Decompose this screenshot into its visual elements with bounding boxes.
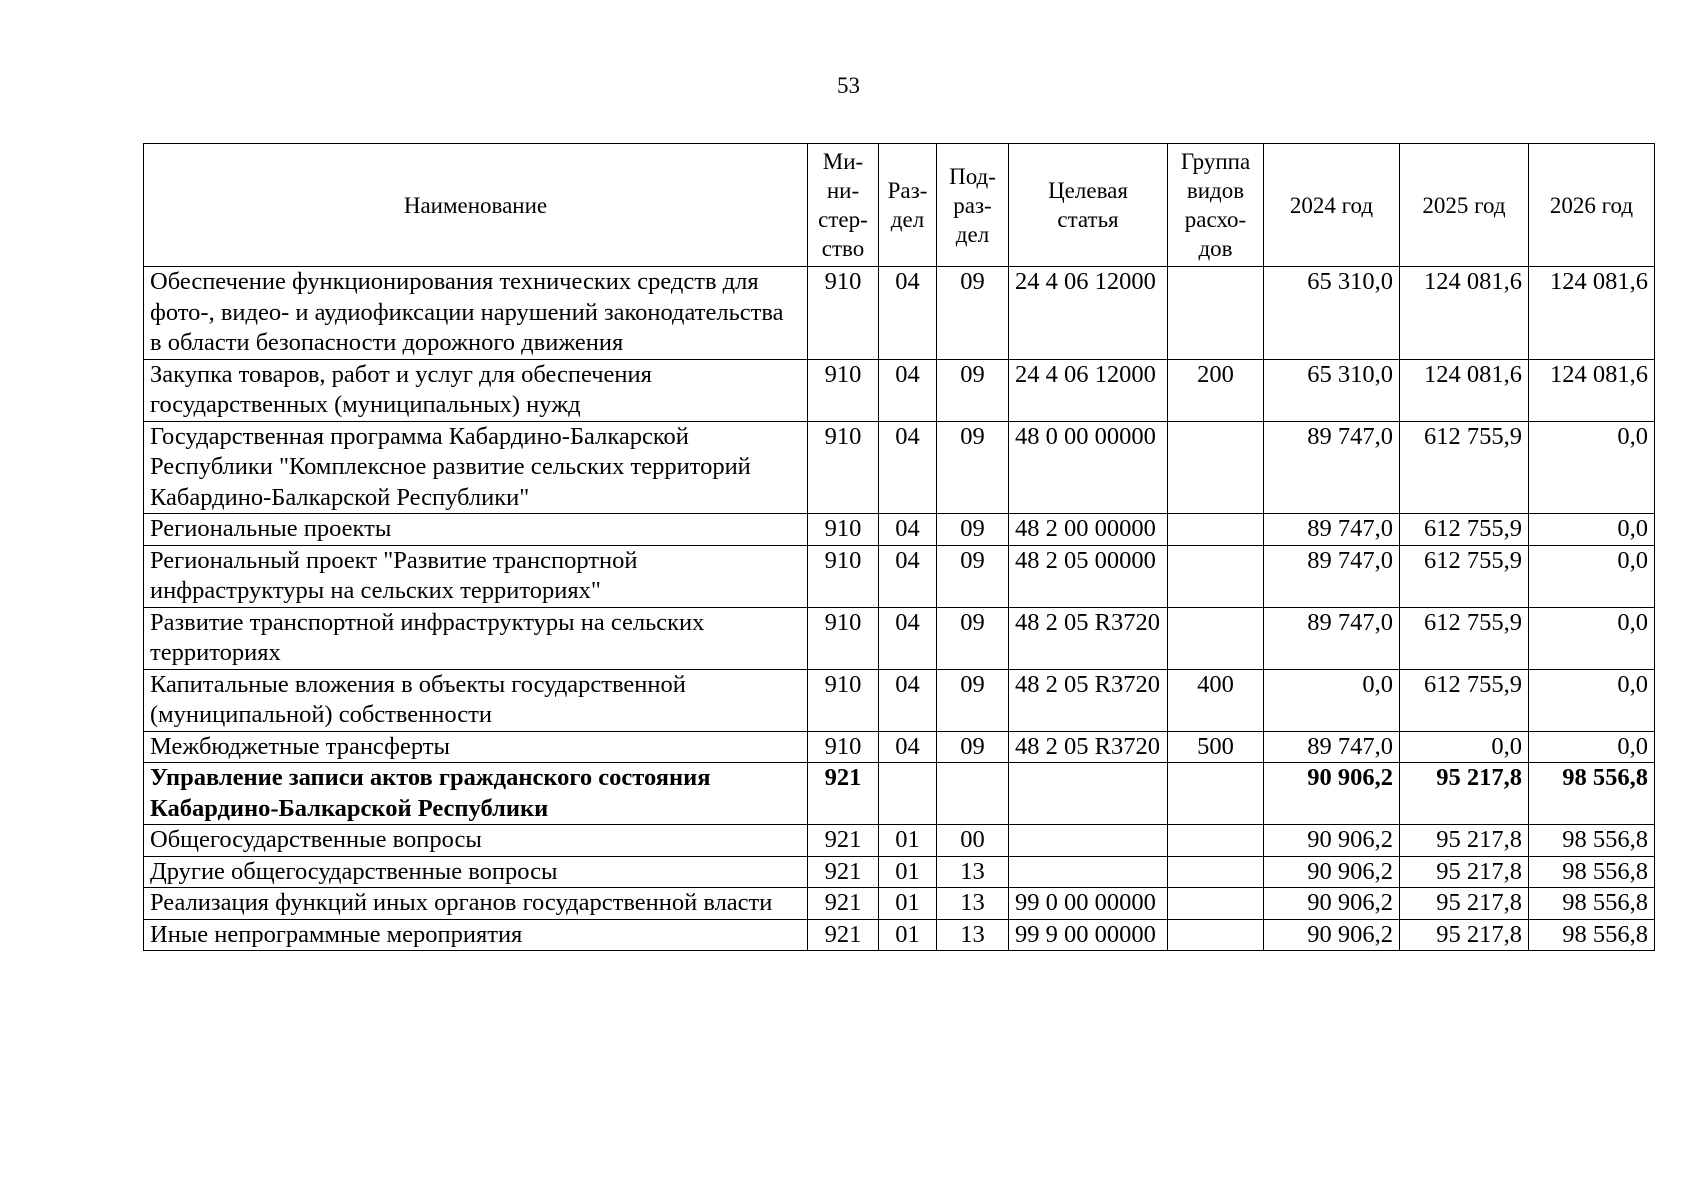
- cell-subsection: 13: [937, 888, 1009, 920]
- cell-section: 04: [879, 545, 937, 607]
- table-row: [144, 888, 1655, 920]
- cell-2024: 65 310,0: [1264, 359, 1400, 421]
- cell-group: [1168, 763, 1264, 825]
- cell-2025: 124 081,6: [1400, 267, 1529, 360]
- cell-2025: 612 755,9: [1400, 607, 1529, 669]
- cell-subsection: 09: [937, 607, 1009, 669]
- cell-2024: 90 906,2: [1264, 856, 1400, 888]
- cell-group: [1168, 607, 1264, 669]
- cell-2026: 0,0: [1529, 421, 1655, 514]
- cell-ministry: 910: [808, 267, 879, 360]
- cell-2024: 89 747,0: [1264, 421, 1400, 514]
- table-row: [144, 669, 1655, 731]
- cell-name: Государственная программа Кабардино-Балкарской Республики "Комплексное развитие сельских территорий Кабардино-Балкарской Республики": [144, 421, 808, 514]
- cell-2026: 98 556,8: [1529, 919, 1655, 951]
- cell-2025: 612 755,9: [1400, 545, 1529, 607]
- table-row: [144, 856, 1655, 888]
- cell-group: [1168, 919, 1264, 951]
- cell-name: Иные непрограммные мероприятия: [144, 919, 808, 951]
- cell-2024: 89 747,0: [1264, 545, 1400, 607]
- cell-name: Другие общегосударственные вопросы: [144, 856, 808, 888]
- cell-section: 01: [879, 825, 937, 857]
- cell-subsection: 09: [937, 267, 1009, 360]
- header-group: [1168, 144, 1264, 267]
- cell-2025: 95 217,8: [1400, 888, 1529, 920]
- header-2026: 2026 год: [1529, 144, 1655, 267]
- cell-article: 48 2 05 R3720: [1009, 607, 1168, 669]
- cell-ministry: 910: [808, 607, 879, 669]
- cell-group: [1168, 545, 1264, 607]
- cell-2025: 612 755,9: [1400, 669, 1529, 731]
- cell-name: Межбюджетные трансферты: [144, 731, 808, 763]
- cell-subsection: [937, 763, 1009, 825]
- cell-2026: 0,0: [1529, 731, 1655, 763]
- cell-group: 500: [1168, 731, 1264, 763]
- cell-subsection: 09: [937, 514, 1009, 546]
- cell-name: Капитальные вложения в объекты государственной (муниципальной) собственности: [144, 669, 808, 731]
- header-2024: 2024 год: [1264, 144, 1400, 267]
- cell-group: [1168, 514, 1264, 546]
- cell-subsection: 00: [937, 825, 1009, 857]
- cell-section: 04: [879, 731, 937, 763]
- cell-section: 04: [879, 267, 937, 360]
- table-row: [144, 763, 1655, 825]
- cell-2025: 124 081,6: [1400, 359, 1529, 421]
- header-subsection-text: Под- раз- дел: [949, 163, 996, 247]
- table-body: [144, 267, 1655, 951]
- header-article: [1009, 144, 1168, 267]
- table-row: [144, 545, 1655, 607]
- cell-subsection: 09: [937, 545, 1009, 607]
- cell-subsection: 09: [937, 421, 1009, 514]
- cell-name: Общегосударственные вопросы: [144, 825, 808, 857]
- cell-2024: 90 906,2: [1264, 825, 1400, 857]
- header-2025: 2025 год: [1400, 144, 1529, 267]
- header-ministry-text: Ми- ни- стер- ство: [818, 149, 868, 261]
- table-row: [144, 731, 1655, 763]
- cell-group: [1168, 825, 1264, 857]
- cell-article: 48 2 00 00000: [1009, 514, 1168, 546]
- cell-article: [1009, 856, 1168, 888]
- cell-group: [1168, 267, 1264, 360]
- cell-subsection: 09: [937, 731, 1009, 763]
- cell-ministry: 921: [808, 763, 879, 825]
- cell-article: 48 2 05 R3720: [1009, 731, 1168, 763]
- cell-name: Закупка товаров, работ и услуг для обеспечения государственных (муниципальных) нужд: [144, 359, 808, 421]
- cell-article: 24 4 06 12000: [1009, 267, 1168, 360]
- cell-2025: 95 217,8: [1400, 763, 1529, 825]
- cell-ministry: 910: [808, 421, 879, 514]
- cell-ministry: 910: [808, 545, 879, 607]
- cell-article: 99 0 00 00000: [1009, 888, 1168, 920]
- cell-name: Региональный проект "Развитие транспортной инфраструктуры на сельских территориях": [144, 545, 808, 607]
- cell-2024: 65 310,0: [1264, 267, 1400, 360]
- cell-2026: 98 556,8: [1529, 763, 1655, 825]
- cell-group: [1168, 856, 1264, 888]
- cell-subsection: 13: [937, 856, 1009, 888]
- cell-article: 48 0 00 00000: [1009, 421, 1168, 514]
- cell-2026: 124 081,6: [1529, 359, 1655, 421]
- cell-article: 48 2 05 R3720: [1009, 669, 1168, 731]
- cell-section: 04: [879, 514, 937, 546]
- cell-article: 24 4 06 12000: [1009, 359, 1168, 421]
- cell-2025: 0,0: [1400, 731, 1529, 763]
- header-group-text: Группа видов расхо- дов: [1180, 149, 1251, 261]
- cell-section: 04: [879, 669, 937, 731]
- cell-2026: 98 556,8: [1529, 888, 1655, 920]
- cell-ministry: 921: [808, 919, 879, 951]
- budget-table: [143, 143, 1655, 951]
- cell-section: 01: [879, 856, 937, 888]
- cell-2025: 612 755,9: [1400, 421, 1529, 514]
- cell-2026: 98 556,8: [1529, 856, 1655, 888]
- cell-article: 99 9 00 00000: [1009, 919, 1168, 951]
- cell-article: [1009, 825, 1168, 857]
- header-name: Наименование: [144, 144, 808, 267]
- cell-2024: 90 906,2: [1264, 919, 1400, 951]
- cell-2026: 0,0: [1529, 669, 1655, 731]
- cell-article: [1009, 763, 1168, 825]
- cell-name: Региональные проекты: [144, 514, 808, 546]
- cell-2024: 89 747,0: [1264, 731, 1400, 763]
- table-row: [144, 421, 1655, 514]
- cell-2025: 95 217,8: [1400, 856, 1529, 888]
- cell-name: Реализация функций иных органов государственной власти: [144, 888, 808, 920]
- cell-section: 01: [879, 888, 937, 920]
- header-section-text: Раз- дел: [887, 178, 928, 232]
- cell-2025: 95 217,8: [1400, 825, 1529, 857]
- cell-name: Управление записи актов гражданского состояния Кабардино-Балкарской Республики: [144, 763, 808, 825]
- cell-name: Развитие транспортной инфраструктуры на сельских территориях: [144, 607, 808, 669]
- table-row: [144, 267, 1655, 360]
- table-row: [144, 825, 1655, 857]
- cell-group: 200: [1168, 359, 1264, 421]
- cell-group: 400: [1168, 669, 1264, 731]
- cell-article: 48 2 05 00000: [1009, 545, 1168, 607]
- cell-ministry: 910: [808, 731, 879, 763]
- cell-2026: 0,0: [1529, 514, 1655, 546]
- cell-2024: 89 747,0: [1264, 607, 1400, 669]
- cell-2024: 89 747,0: [1264, 514, 1400, 546]
- cell-ministry: 921: [808, 825, 879, 857]
- cell-subsection: 13: [937, 919, 1009, 951]
- cell-2026: 98 556,8: [1529, 825, 1655, 857]
- cell-section: 04: [879, 421, 937, 514]
- table-row: [144, 607, 1655, 669]
- cell-section: [879, 763, 937, 825]
- cell-group: [1168, 421, 1264, 514]
- cell-ministry: 921: [808, 888, 879, 920]
- cell-ministry: 910: [808, 669, 879, 731]
- table-header: [144, 144, 1655, 267]
- cell-ministry: 921: [808, 856, 879, 888]
- cell-2025: 612 755,9: [1400, 514, 1529, 546]
- cell-subsection: 09: [937, 359, 1009, 421]
- cell-2026: 0,0: [1529, 545, 1655, 607]
- cell-ministry: 910: [808, 359, 879, 421]
- table-row: [144, 919, 1655, 951]
- table-row: [144, 359, 1655, 421]
- cell-group: [1168, 888, 1264, 920]
- cell-section: 01: [879, 919, 937, 951]
- cell-2026: 0,0: [1529, 607, 1655, 669]
- cell-2024: 90 906,2: [1264, 888, 1400, 920]
- page-number: 53: [837, 73, 860, 98]
- cell-2024: 90 906,2: [1264, 763, 1400, 825]
- header-section: [879, 144, 937, 267]
- cell-section: 04: [879, 359, 937, 421]
- cell-subsection: 09: [937, 669, 1009, 731]
- cell-section: 04: [879, 607, 937, 669]
- cell-2026: 124 081,6: [1529, 267, 1655, 360]
- header-ministry: [808, 144, 879, 267]
- cell-name: Обеспечение функционирования технических средств для фото-, видео- и аудиофиксации нарушений законодательства в области безопасности дорожного движения: [144, 267, 808, 360]
- header-article-text: Целевая статья: [1048, 178, 1128, 232]
- cell-ministry: 910: [808, 514, 879, 546]
- table-row: [144, 514, 1655, 546]
- header-subsection: [937, 144, 1009, 267]
- cell-2024: 0,0: [1264, 669, 1400, 731]
- cell-2025: 95 217,8: [1400, 919, 1529, 951]
